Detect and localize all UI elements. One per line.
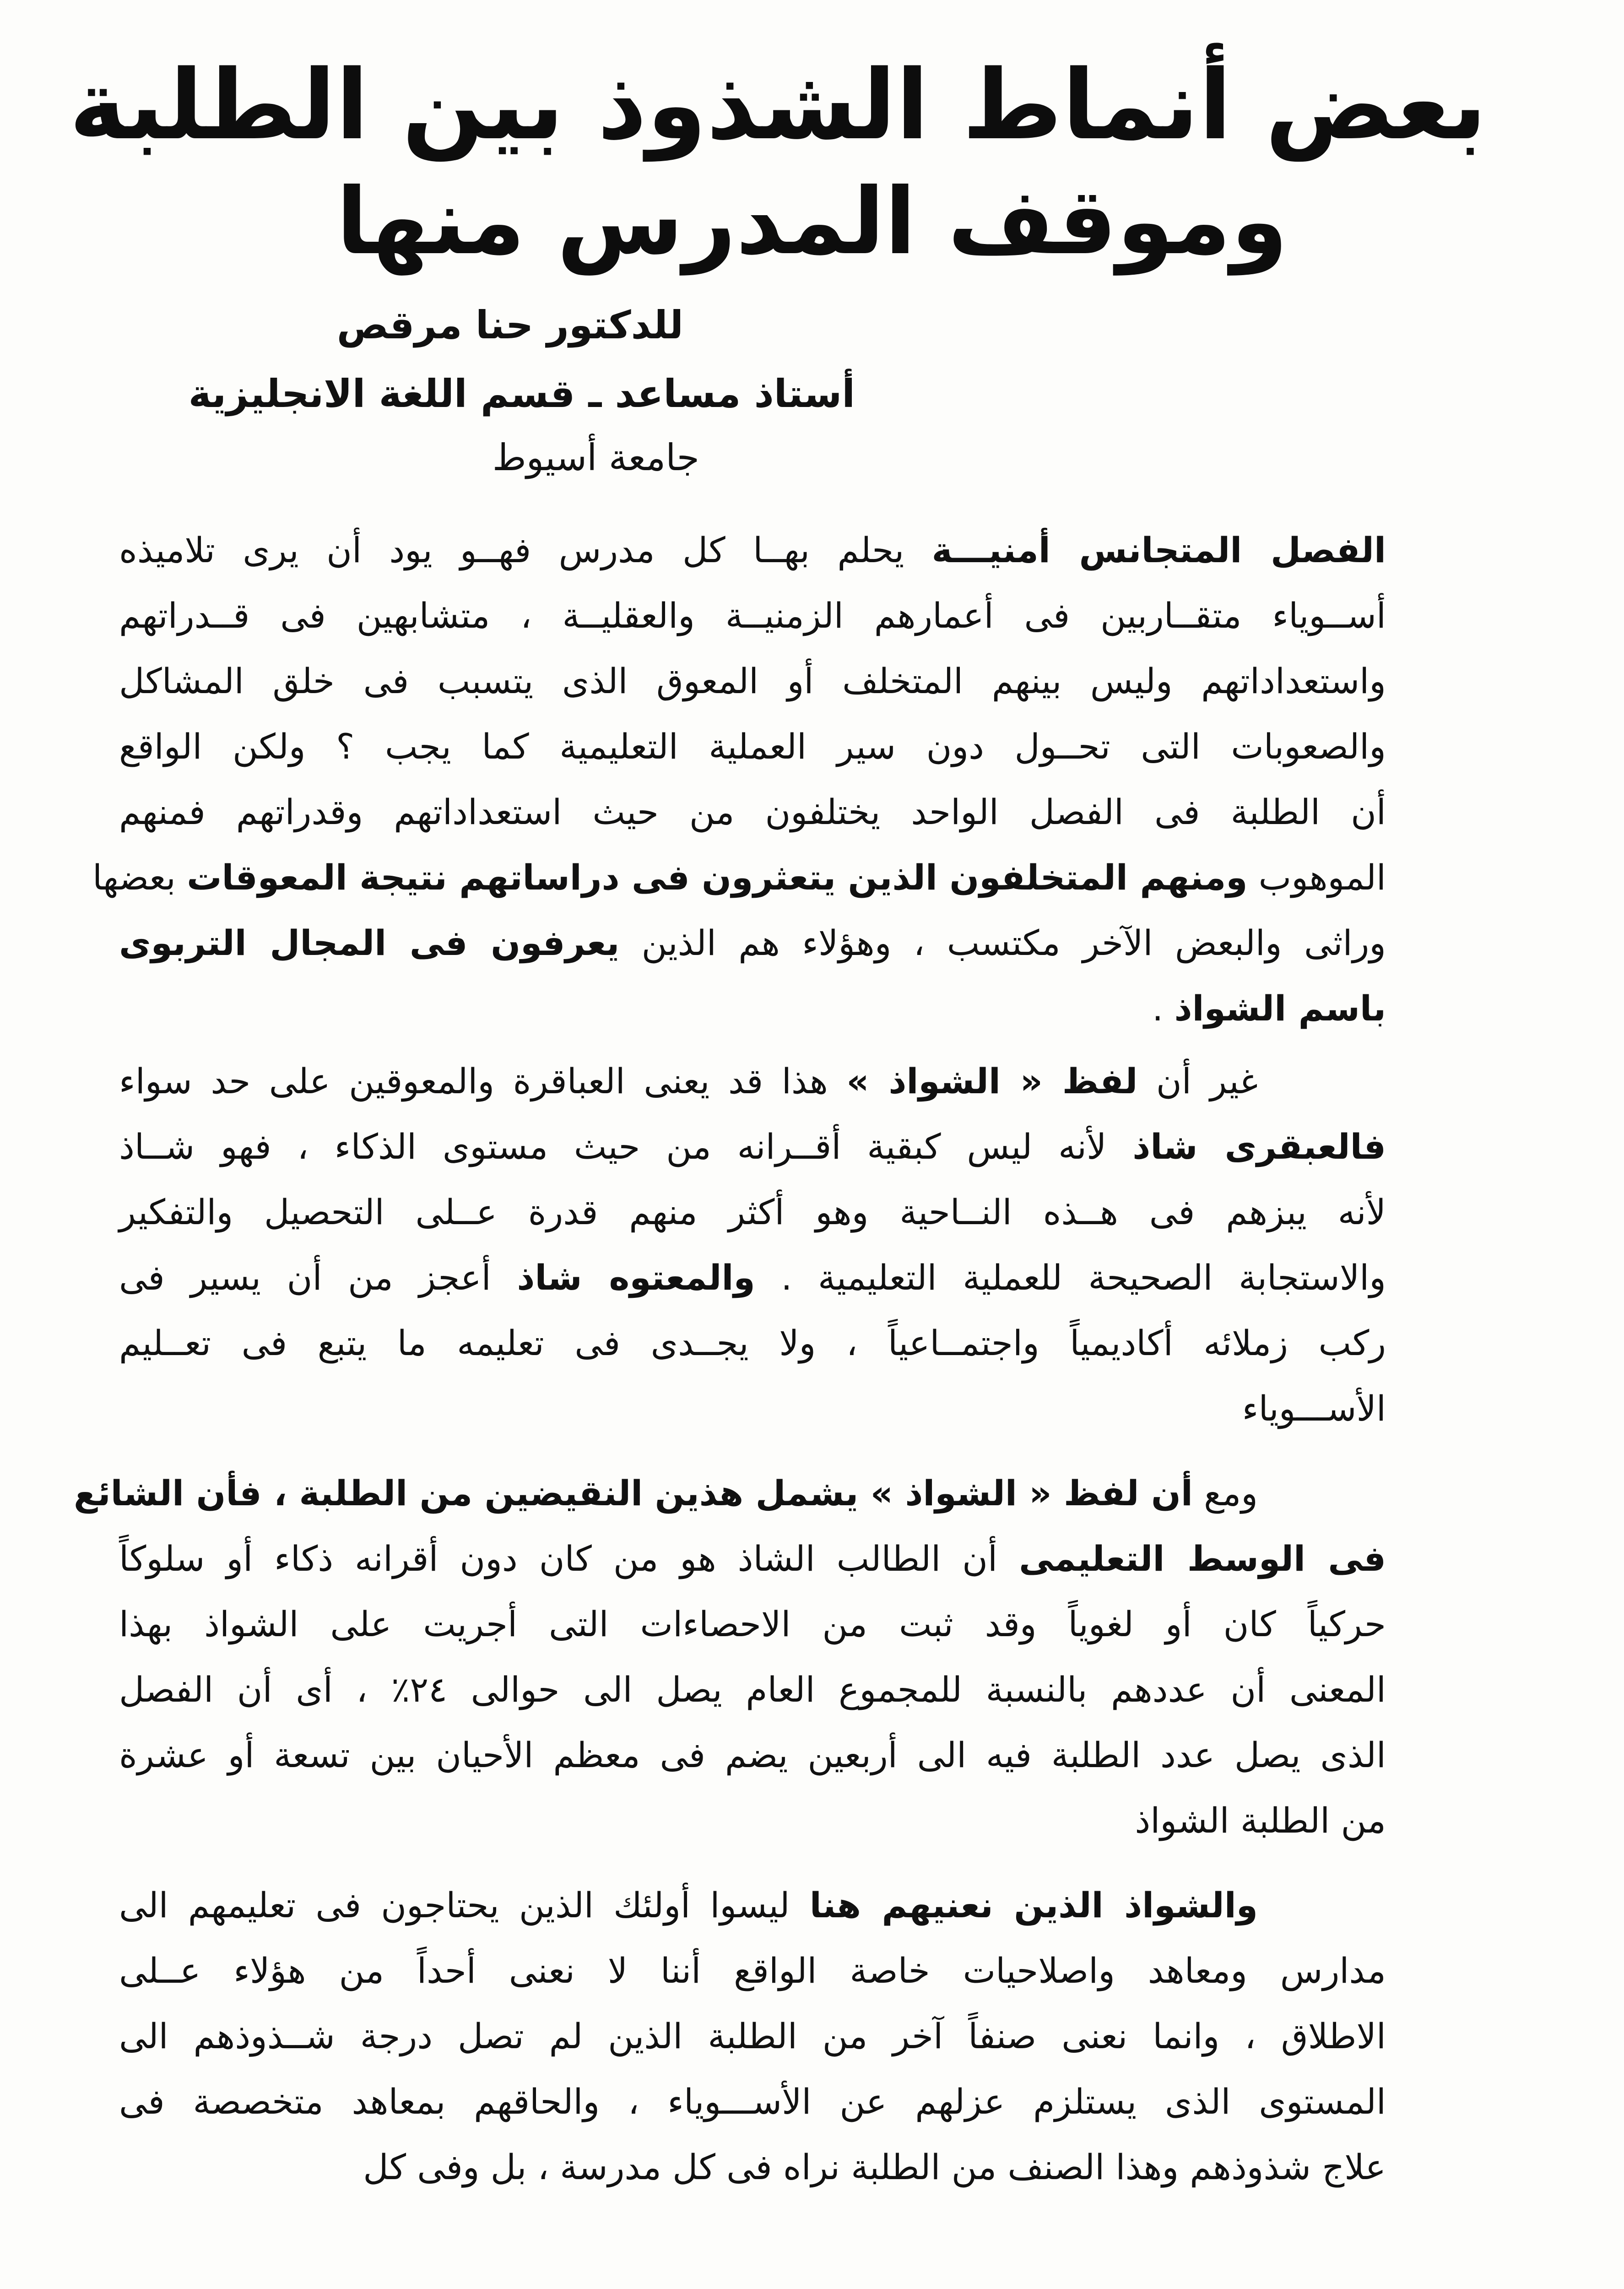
text-run: مدارس ومعاهد واصلاحيات خاصة الواقع أننا لا نعنى أحداً من هؤلاء عــلى [119,1950,1386,1991]
paragraph-line [119,1657,1386,1722]
text-run: لأنه ليس كبقية أقــرانه من حيث مستوى الذكاء ، فهو شــاذ [119,1126,1133,1167]
article-title-line-1: بعض أنماط الشذوذ بين الطلبة [69,49,1487,161]
paragraph-line [119,517,1386,583]
author-university: جامعة أسيوط [492,436,699,479]
paragraph-line [119,1310,1386,1376]
text-run: أن الطلبة فى الفصل الواحد يختلفون من حيث استعداداتهم وقدراتهم فمنهم [119,792,1386,832]
text-run: ومع [1192,1473,1258,1513]
paragraph-line [119,714,1386,779]
bold-text-run: أن لفظ « الشواذ » يشمل هذين النقيضين من الطلبة ، فأن الشائع [74,1473,1193,1513]
paragraph-line [119,2069,1386,2134]
article-title-line-2: وموقف المدرس منها [336,168,1288,275]
paragraph-line [119,1376,1386,1441]
text-run: ليسوا أولئك الذين يحتاجون فى تعليمهم الى [119,1885,810,1926]
paragraph-line [119,1245,1386,1310]
page-number [0,2284,1624,2289]
text-run: حركياً كان أو لغوياً وقد ثبت من الاحصاءات التى أجريت على الشواذ بهذا [119,1604,1386,1644]
text-run: يحلم بهــا كل مدرس فهــو يود أن يرى تلاميذه [119,530,932,570]
paragraph-line [119,1114,1386,1179]
text-run: . [1152,988,1175,1029]
text-run: علاج شذوذهم وهذا الصنف من الطلبة نراه فى كل مدرسة ، بل وفى كل [363,2147,1386,2187]
text-run: والاستجابة الصحيحة للعملية التعليمية . [755,1257,1386,1298]
text-run: أن الطالب الشاذ هو من كان دون أقرانه ذكاء أو سلوكاً [119,1538,1019,1579]
bold-text-run: باسم الشواذ [1174,988,1386,1029]
text-run: هذا قد يعنى العباقرة والمعوقين على حد سواء [119,1061,847,1101]
paragraph-3 [74,1460,1386,1853]
paragraph-line [119,910,1386,976]
paragraph-2 [119,1048,1386,1441]
text-run: المعنى أن عددهم بالنسبة للمجموع العام يصل الى حوالى ٢٤٪ ، أى أن الفصل [119,1669,1386,1710]
paragraph-line [119,1938,1386,2003]
bold-text-run: والمعتوه شاذ [517,1257,755,1298]
paragraph-line [119,1048,1386,1114]
text-run: أســوياء متقــاربين فى أعمارهم الزمنيــة والعقليــة ، متشابهين فى قــدراتهم [119,595,1386,636]
paragraph-line [119,1591,1386,1657]
paragraph-4 [119,1872,1386,2200]
bold-text-run: والشواذ الذين نعنيهم هنا [809,1885,1258,1926]
paragraph-line [119,1179,1386,1245]
paragraph-line [119,583,1386,648]
text-run: بعضها [92,857,187,898]
paragraph-line [119,1722,1386,1788]
bold-text-run: يعرفون فى المجال التربوى [119,922,620,963]
text-run: وراثى والبعض الآخر مكتسب ، وهؤلاء هم الذين [619,922,1386,963]
author-position: أستاذ مساعد ـ قسم اللغة الانجليزية [188,371,855,416]
text-run: الموهوب [1247,857,1386,898]
paragraph-line [119,1872,1386,1938]
paragraph-line [119,779,1386,845]
text-run: أعجز من أن يسير فى [119,1257,517,1298]
text-run: الذى يصل عدد الطلبة فيه الى أربعين يضم فى معظم الأحيان بين تسعة أو عشرة [119,1735,1386,1775]
paragraph-line [119,1526,1386,1591]
text-run: واستعداداتهم وليس بينهم المتخلف أو المعوق الذى يتسبب فى خلق المشاكل [119,661,1386,701]
paragraph-line [119,976,1386,1041]
text-run: والصعوبات التى تحــول دون سير العملية التعليمية كما يجب ؟ ولكن الواقع [119,726,1386,767]
text-run: الأســـوياء [1242,1388,1386,1429]
paragraph-1 [92,517,1386,1041]
bold-text-run: لفظ « الشواذ » [846,1061,1138,1101]
bold-text-run: فالعبقرى شاذ [1132,1126,1386,1167]
paragraph-line [119,1788,1386,1853]
text-run: غير أن [1137,1061,1258,1101]
text-run: المستوى الذى يستلزم عزلهم عن الأســـوياء ، والحاقهم بمعاهد متخصصة فى [119,2081,1386,2122]
paragraph-line [119,648,1386,714]
paragraph-line [74,1460,1386,1526]
text-run: ركب زملائه أكاديمياً واجتمــاعياً ، ولا يجــدى فى تعليمه ما يتبع فى تعــليم [119,1323,1386,1363]
bold-text-run: ومنهم المتخلفون الذين يتعثرون فى دراساتهم نتيجة المعوقات [187,857,1248,898]
bold-text-run: الفصل المتجانس أمنيـــة [931,530,1386,570]
paragraph-line [92,845,1386,910]
bold-text-run: فى الوسط التعليمى [1019,1538,1386,1579]
text-run: الاطلاق ، وانما نعنى صنفاً آخر من الطلبة الذين لم تصل درجة شــذوذهم الى [119,2016,1386,2056]
paragraph-line [119,2003,1386,2069]
text-run: لأنه يبزهم فى هــذه النــاحية وهو أكثر منهم قدرة عــلى التحصيل والتفكير [119,1192,1386,1232]
text-run: من الطلبة الشواذ [1135,1800,1386,1841]
author-name: للدكتور حنا مرقص [336,303,683,347]
paragraph-line [119,2134,1386,2200]
